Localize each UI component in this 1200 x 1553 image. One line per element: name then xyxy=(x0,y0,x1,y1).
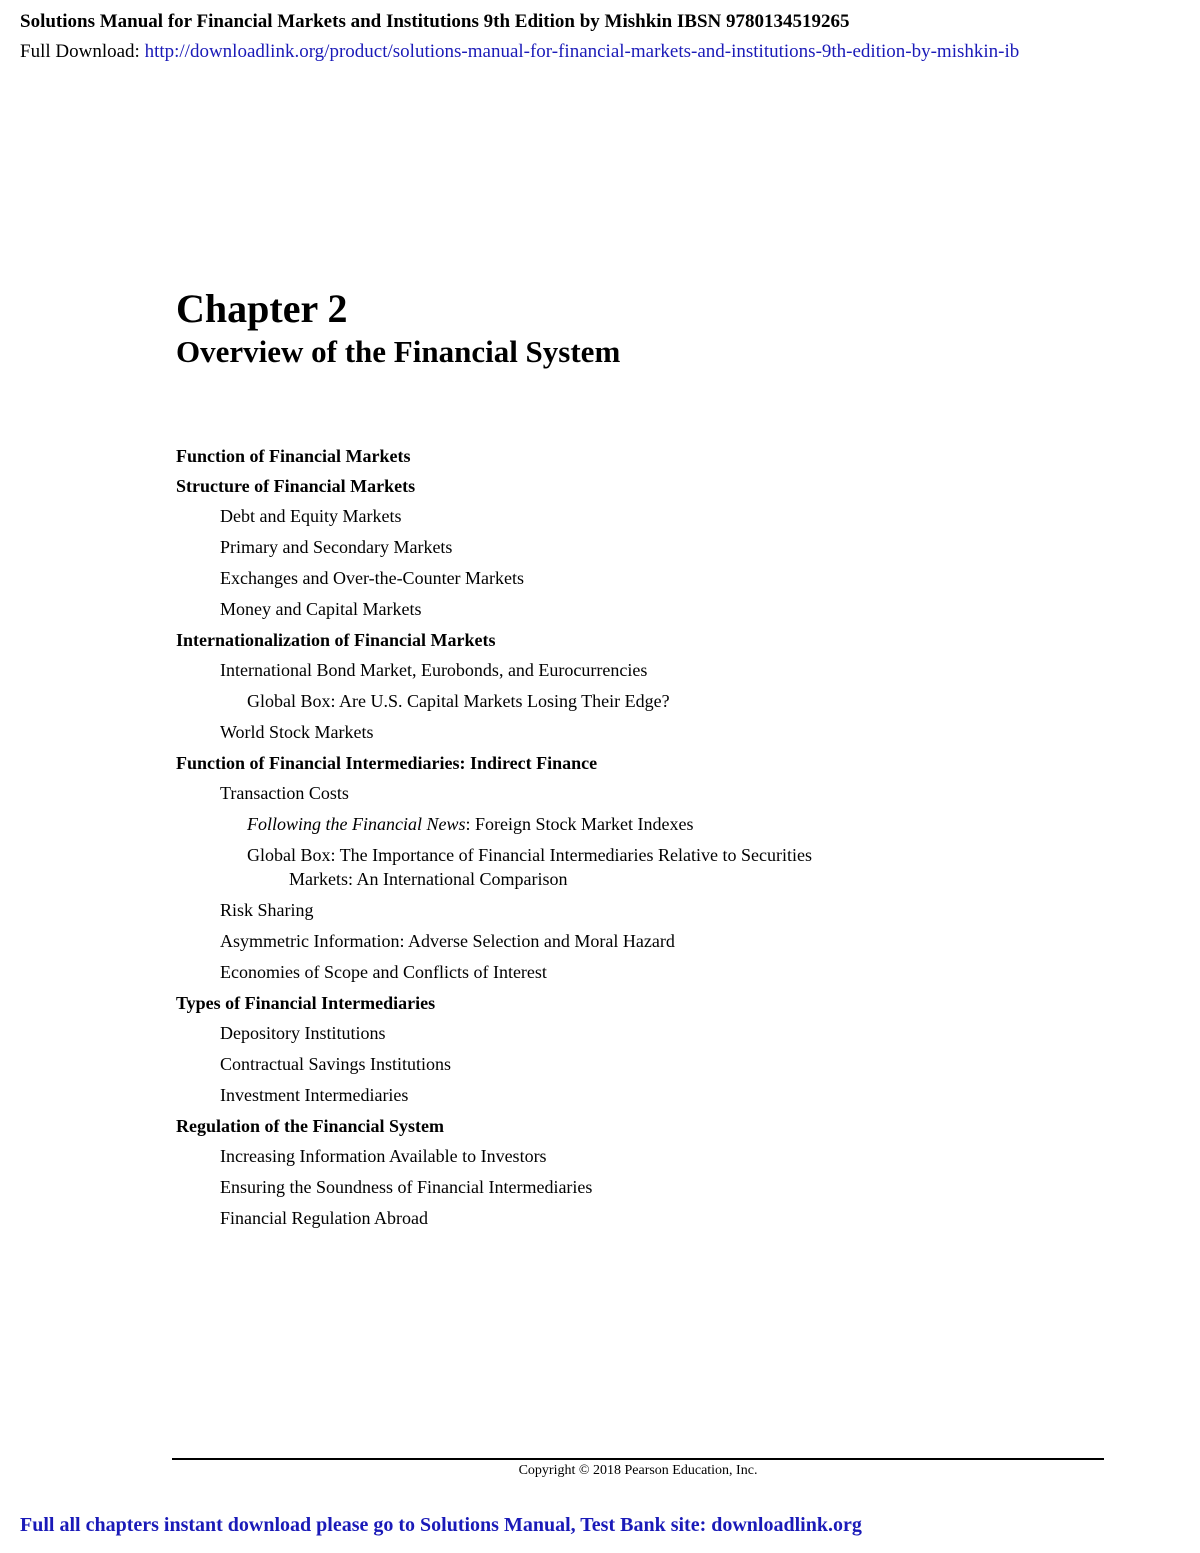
outline-item: Money and Capital Markets xyxy=(220,599,422,619)
news-feature-topic: : Foreign Stock Market Indexes xyxy=(465,814,694,834)
outline-section xyxy=(176,444,956,468)
download-line xyxy=(20,41,1200,63)
outline-item: Transaction Costs xyxy=(220,783,349,803)
section-heading: Function of Financial Markets xyxy=(176,446,411,466)
outline-item: Ensuring the Soundness of Financial Intermediaries xyxy=(220,1177,593,1197)
outline-subitem xyxy=(176,843,956,891)
section-heading: Types of Financial Intermediaries xyxy=(176,993,436,1013)
outline-item: Asymmetric Information: Adverse Selection and Moral Hazard xyxy=(220,931,675,951)
document-header-title: Solutions Manual for Financial Markets and Institutions 9th Edition by Mishkin IBSN 9780134519265 xyxy=(20,11,850,32)
outline-item: Debt and Equity Markets xyxy=(220,506,402,526)
outline-item: World Stock Markets xyxy=(220,722,374,742)
footer-divider xyxy=(172,1458,1104,1460)
outline-item: Increasing Information Available to Investors xyxy=(220,1146,547,1166)
outline-section xyxy=(176,474,956,621)
download-label: Full Download: xyxy=(20,41,145,62)
outline-item: Investment Intermediaries xyxy=(220,1085,409,1105)
outline-section xyxy=(176,751,956,984)
outline-section xyxy=(176,1114,956,1230)
global-box-title-line2: Markets: An International Comparison xyxy=(289,869,568,889)
outline-subitem: Global Box: Are U.S. Capital Markets Losing Their Edge? xyxy=(247,691,670,711)
outline-section xyxy=(176,991,956,1107)
chapter-number: Chapter 2 xyxy=(176,286,348,331)
outline-item: Economies of Scope and Conflicts of Interest xyxy=(220,962,547,982)
outline-item: Depository Institutions xyxy=(220,1023,386,1043)
global-box-title-line1: Global Box: The Importance of Financial Intermediaries Relative to Securities xyxy=(247,845,812,865)
section-heading: Structure of Financial Markets xyxy=(176,476,416,496)
download-banner: Full all chapters instant download please go to Solutions Manual, Test Bank site: downloadlink.org xyxy=(20,1514,862,1536)
outline-item: Financial Regulation Abroad xyxy=(220,1208,428,1228)
download-link[interactable]: http://downloadlink.org/product/solutions-manual-for-financial-markets-and-institutions-9th-edition-by-mishkin-ib xyxy=(144,41,1020,62)
section-heading: Function of Financial Intermediaries: Indirect Finance xyxy=(176,753,598,773)
copyright-notice: Copyright © 2018 Pearson Education, Inc. xyxy=(518,1463,758,1478)
chapter-title: Overview of the Financial System xyxy=(176,334,621,369)
section-heading: Internationalization of Financial Markets xyxy=(176,630,496,650)
outline-item: International Bond Market, Eurobonds, and Eurocurrencies xyxy=(220,660,648,680)
outline-section xyxy=(176,628,956,744)
chapter-outline xyxy=(176,444,956,1237)
outline-subitem xyxy=(176,812,956,836)
section-heading: Regulation of the Financial System xyxy=(176,1116,444,1136)
news-feature-name: Following the Financial News xyxy=(247,814,466,834)
outline-item: Exchanges and Over-the-Counter Markets xyxy=(220,568,525,588)
outline-item: Contractual Savings Institutions xyxy=(220,1054,451,1074)
outline-item: Risk Sharing xyxy=(220,900,314,920)
outline-item: Primary and Secondary Markets xyxy=(220,537,453,557)
